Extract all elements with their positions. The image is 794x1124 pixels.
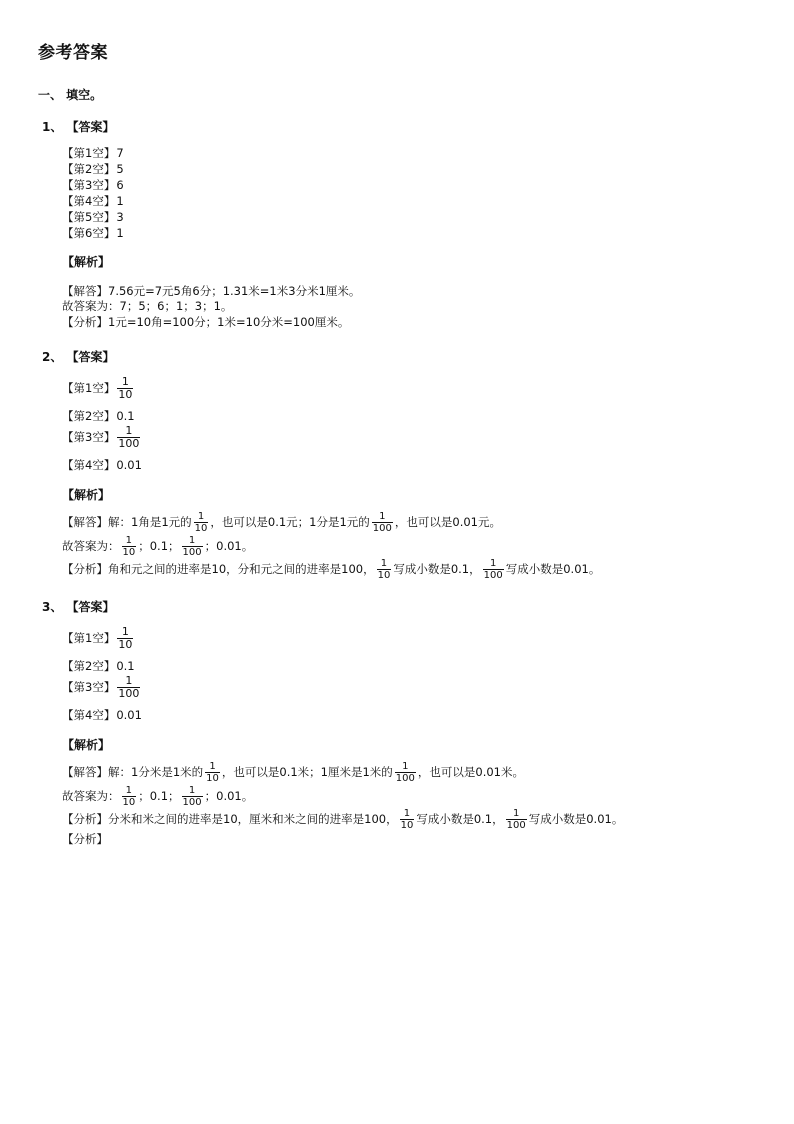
- fraction: $\frac{1}{10}$: [118, 375, 133, 401]
- q3-blank-1: 【第1空】 $\frac{1}{10}$: [62, 625, 133, 651]
- fraction: $\frac{1}{100}$: [372, 511, 392, 534]
- q3-analysis-label: 【解析】: [62, 738, 111, 752]
- fraction: $\frac{1}{100}$: [506, 808, 526, 831]
- fraction: $\frac{1}{10}$: [194, 511, 208, 534]
- fraction: $\frac{1}{100}$: [182, 785, 202, 808]
- q3-blank-4: 【第4空】0.01: [62, 708, 142, 722]
- page-title: 参考答案: [38, 43, 108, 63]
- q3-header: [42, 598, 115, 615]
- fraction: $\frac{1}{10}$: [118, 625, 133, 651]
- q2-blank-4: 【第4空】0.01: [62, 458, 142, 472]
- q2-blank-3: 【第3空】 $\frac{1}{100}$: [62, 424, 140, 450]
- q1-blank-1: 【第1空】7: [62, 146, 124, 160]
- q2-blank-1: 【第1空】 $\frac{1}{10}$: [62, 375, 133, 401]
- fraction: $\frac{1}{100}$: [118, 674, 140, 700]
- fraction: $\frac{1}{100}$: [118, 424, 140, 450]
- q1-answer-label: 【答案】: [66, 120, 115, 134]
- q2-jieda: 【解答】解：1角是1元的 $\frac{1}{10}$ ，也可以是0.1元；1分是1元的 $\frac{1}{100}$ ，也可以是0.01元。: [62, 511, 501, 534]
- fraction: $\frac{1}{10}$: [122, 535, 136, 558]
- q1-final-answer: 故答案为：7；5；6；1；3；1。: [62, 299, 233, 313]
- q1-analysis-label: 【解析】: [62, 255, 111, 269]
- fraction: $\frac{1}{100}$: [395, 761, 415, 784]
- section-heading: 一、 填空。: [38, 88, 103, 102]
- q1-header: [42, 118, 115, 135]
- q1-blank-3: 【第3空】6: [62, 178, 124, 192]
- q2-analysis-label: 【解析】: [62, 488, 111, 502]
- q3-number: 3、: [42, 600, 63, 614]
- q2-blank-2: 【第2空】0.1: [62, 409, 135, 423]
- q3-blank-2: 【第2空】0.1: [62, 659, 135, 673]
- q1-number: 1、: [42, 120, 63, 134]
- fraction: $\frac{1}{10}$: [377, 558, 391, 581]
- fraction: $\frac{1}{10}$: [206, 761, 219, 784]
- q1-fenxi: 【分析】1元=10角=100分；1米=10分米=100厘米。: [62, 315, 350, 329]
- q1-blank-5: 【第5空】3: [62, 210, 124, 224]
- fraction: $\frac{1}{100}$: [182, 535, 202, 558]
- q3-blank-3: 【第3空】 $\frac{1}{100}$: [62, 674, 140, 700]
- q3-fenxi: 【分析】分米和米之间的进率是10，厘米和米之间的进率是100， $\frac{1}{10}$ 写成小数是0.1， $\frac{1}{100}$ 写成小数是0.01。: [62, 808, 624, 831]
- q3-answer-label: 【答案】: [66, 600, 115, 614]
- q1-blank-6: 【第6空】1: [62, 226, 124, 240]
- q2-fenxi: 【分析】角和元之间的进率是10，分和元之间的进率是100， $\frac{1}{10}$ 写成小数是0.1， $\frac{1}{100}$ 写成小数是0.01。: [62, 558, 601, 581]
- fraction: $\frac{1}{10}$: [122, 785, 136, 808]
- q2-number: 2、: [42, 350, 63, 364]
- q1-blank-4: 【第4空】1: [62, 194, 124, 208]
- q3-final-answer: 故答案为： $\frac{1}{10}$ ；0.1； $\frac{1}{100}$ ；0.01。: [62, 785, 254, 808]
- q3-fenxi-tail: 【分析】: [62, 832, 108, 846]
- q2-final-answer: 故答案为： $\frac{1}{10}$ ；0.1； $\frac{1}{100}$ ；0.01。: [62, 535, 254, 558]
- q1-jieda: 【解答】7.56元=7元5角6分；1.31米=1米3分米1厘米。: [62, 284, 361, 298]
- fraction: $\frac{1}{100}$: [483, 558, 503, 581]
- q1-blank-2: 【第2空】5: [62, 162, 124, 176]
- q2-answer-label: 【答案】: [66, 350, 115, 364]
- q3-jieda: 【解答】解：1分米是1米的 $\frac{1}{10}$ ，也可以是0.1米；1厘米是1米的 $\frac{1}{100}$ ，也可以是0.01米。: [62, 761, 524, 784]
- fraction: $\frac{1}{10}$: [400, 808, 414, 831]
- q2-header: [42, 348, 115, 365]
